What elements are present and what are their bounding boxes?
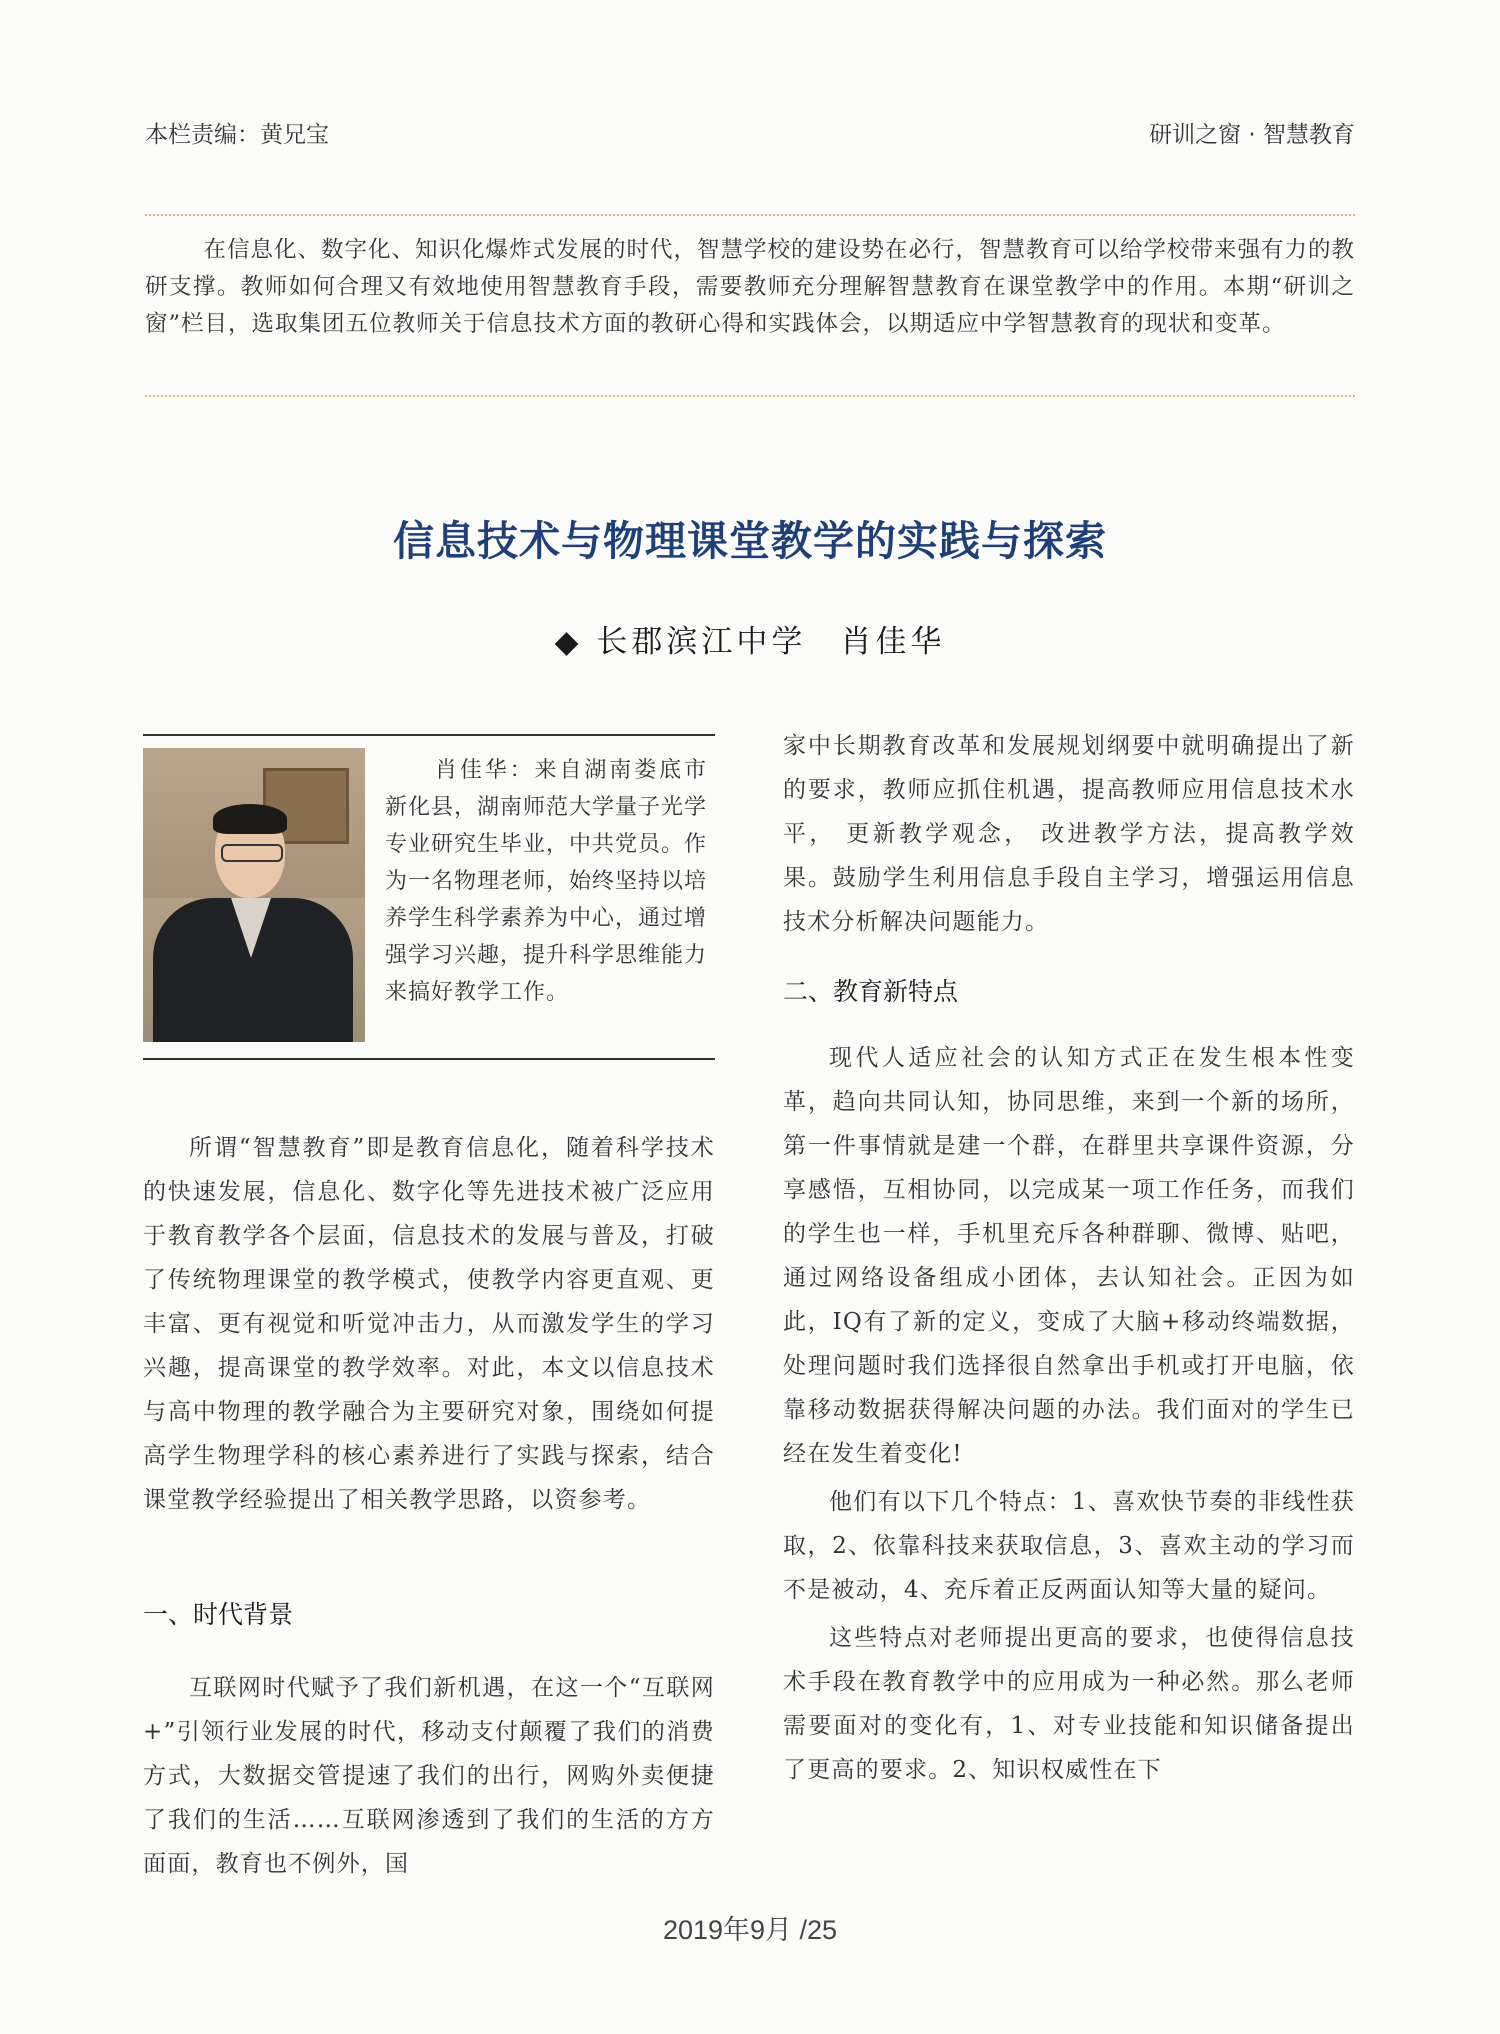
bio-name: 肖佳华： [433,758,535,783]
section-heading: 一、时代背景 [143,1600,294,1629]
paragraph: 所谓“智慧教育”即是教育信息化，随着科学技术的快速发展，信息化、数字化等先进技术被广泛应用于教育教学各个层面，信息技术的发展与普及，打破了传统物理课堂的教学模式，使教学内容更直观、更丰富、更有视觉和听觉冲击力，从而激发学生的学习兴趣，提高课堂的教学效率。对此，本文以信息技术与高中物理的教学融合为主要研究对象，围绕如何提高学生物理学科的核心素养进行了实践与探索，结合课堂教学经验提出了相关教学思路，以资参考。 [143,1135,715,1513]
right-column-top [783,724,1355,944]
author-bio [385,752,707,1011]
left-column-body [143,1666,715,1886]
column-name: 研训之窗 · 智慧教育 [1149,122,1355,148]
byline [0,616,1500,661]
paragraph: 互联网时代赋予了我们新机遇，在这一个“互联网+”引领行业发展的时代，移动支付颠覆了我们的消费方式，大数据交管提速了我们的出行，网购外卖便捷了我们的生活……互联网渗透到了我们的生活的方方面面，教育也不例外，国 [143,1675,715,1877]
author-name: 肖佳华 [840,624,946,660]
article-title: 信息技术与物理课堂教学的实践与探索 [393,517,1107,565]
author-school: 长郡滨江中学 [596,624,807,660]
author-bio-box [143,734,715,1060]
divider-bottom [145,395,1355,397]
divider-top [145,214,1355,216]
diamond-icon: ◆ [554,624,583,660]
author-photo [143,748,365,1042]
right-column-body [783,1036,1355,1792]
bio-text: 来自湖南娄底市新化县，湖南师范大学量子光学专业研究生毕业，中共党员。作为一名物理老师，始终坚持以培养学生科学素养为中心，通过增强学习兴趣，提升科学思维能力来搞好教学工作。 [385,758,708,1005]
paragraph: 现代人适应社会的认知方式正在发生根本性变革，趋向共同认知，协同思维，来到一个新的场所，第一件事情就是建一个群，在群里共享课件资源，分享感悟，互相协同，以完成某一项工作任务，而我们的学生也一样，手机里充斥各种群聊、微博、贴吧，通过网络设备组成小团体，去认知社会。正因为如此，IQ有了新的定义，变成了大脑+移动终端数据，处理问题时我们选择很自然拿出手机或打开电脑，依靠移动数据获得解决问题的办法。我们面对的学生已经在发生着变化! [783,1045,1355,1467]
page-footer: 2019年9月 /25 [662,1915,838,1945]
editor-credit: 本栏责编：黄兄宝 [145,122,329,148]
left-column-intro [143,1126,715,1522]
paragraph: 家中长期教育改革和发展规划纲要中就明确提出了新的要求，教师应抓住机遇，提高教师应用信息技术水平， 更新教学观念， 改进教学方法，提高教学效果。鼓励学生利用信息手段自主学习，增强运用信息技术分析解决问题能力。 [783,733,1355,935]
paragraph: 他们有以下几个特点：1、喜欢快节奏的非线性获取，2、依靠科技来获取信息，3、喜欢主动的学习而不是被动，4、充斥着正反两面认知等大量的疑问。 [783,1489,1355,1603]
paragraph: 这些特点对老师提出更高的要求，也使得信息技术手段在教育教学中的应用成为一种必然。那么老师需要面对的变化有，1、对专业技能和知识储备提出了更高的要求。2、知识权威性在下 [783,1625,1355,1783]
column-introduction: 在信息化、数字化、知识化爆炸式发展的时代，智慧学校的建设势在必行，智慧教育可以给学校带来强有力的教研支撑。教师如何合理又有效地使用智慧教育手段，需要教师充分理解智慧教育在课堂教学中的作用。本期“研训之窗”栏目，选取集团五位教师关于信息技术方面的教研心得和实践体会，以期适应中学智慧教育的现状和变革。 [145,237,1356,337]
section-heading: 二、教育新特点 [783,977,959,1006]
